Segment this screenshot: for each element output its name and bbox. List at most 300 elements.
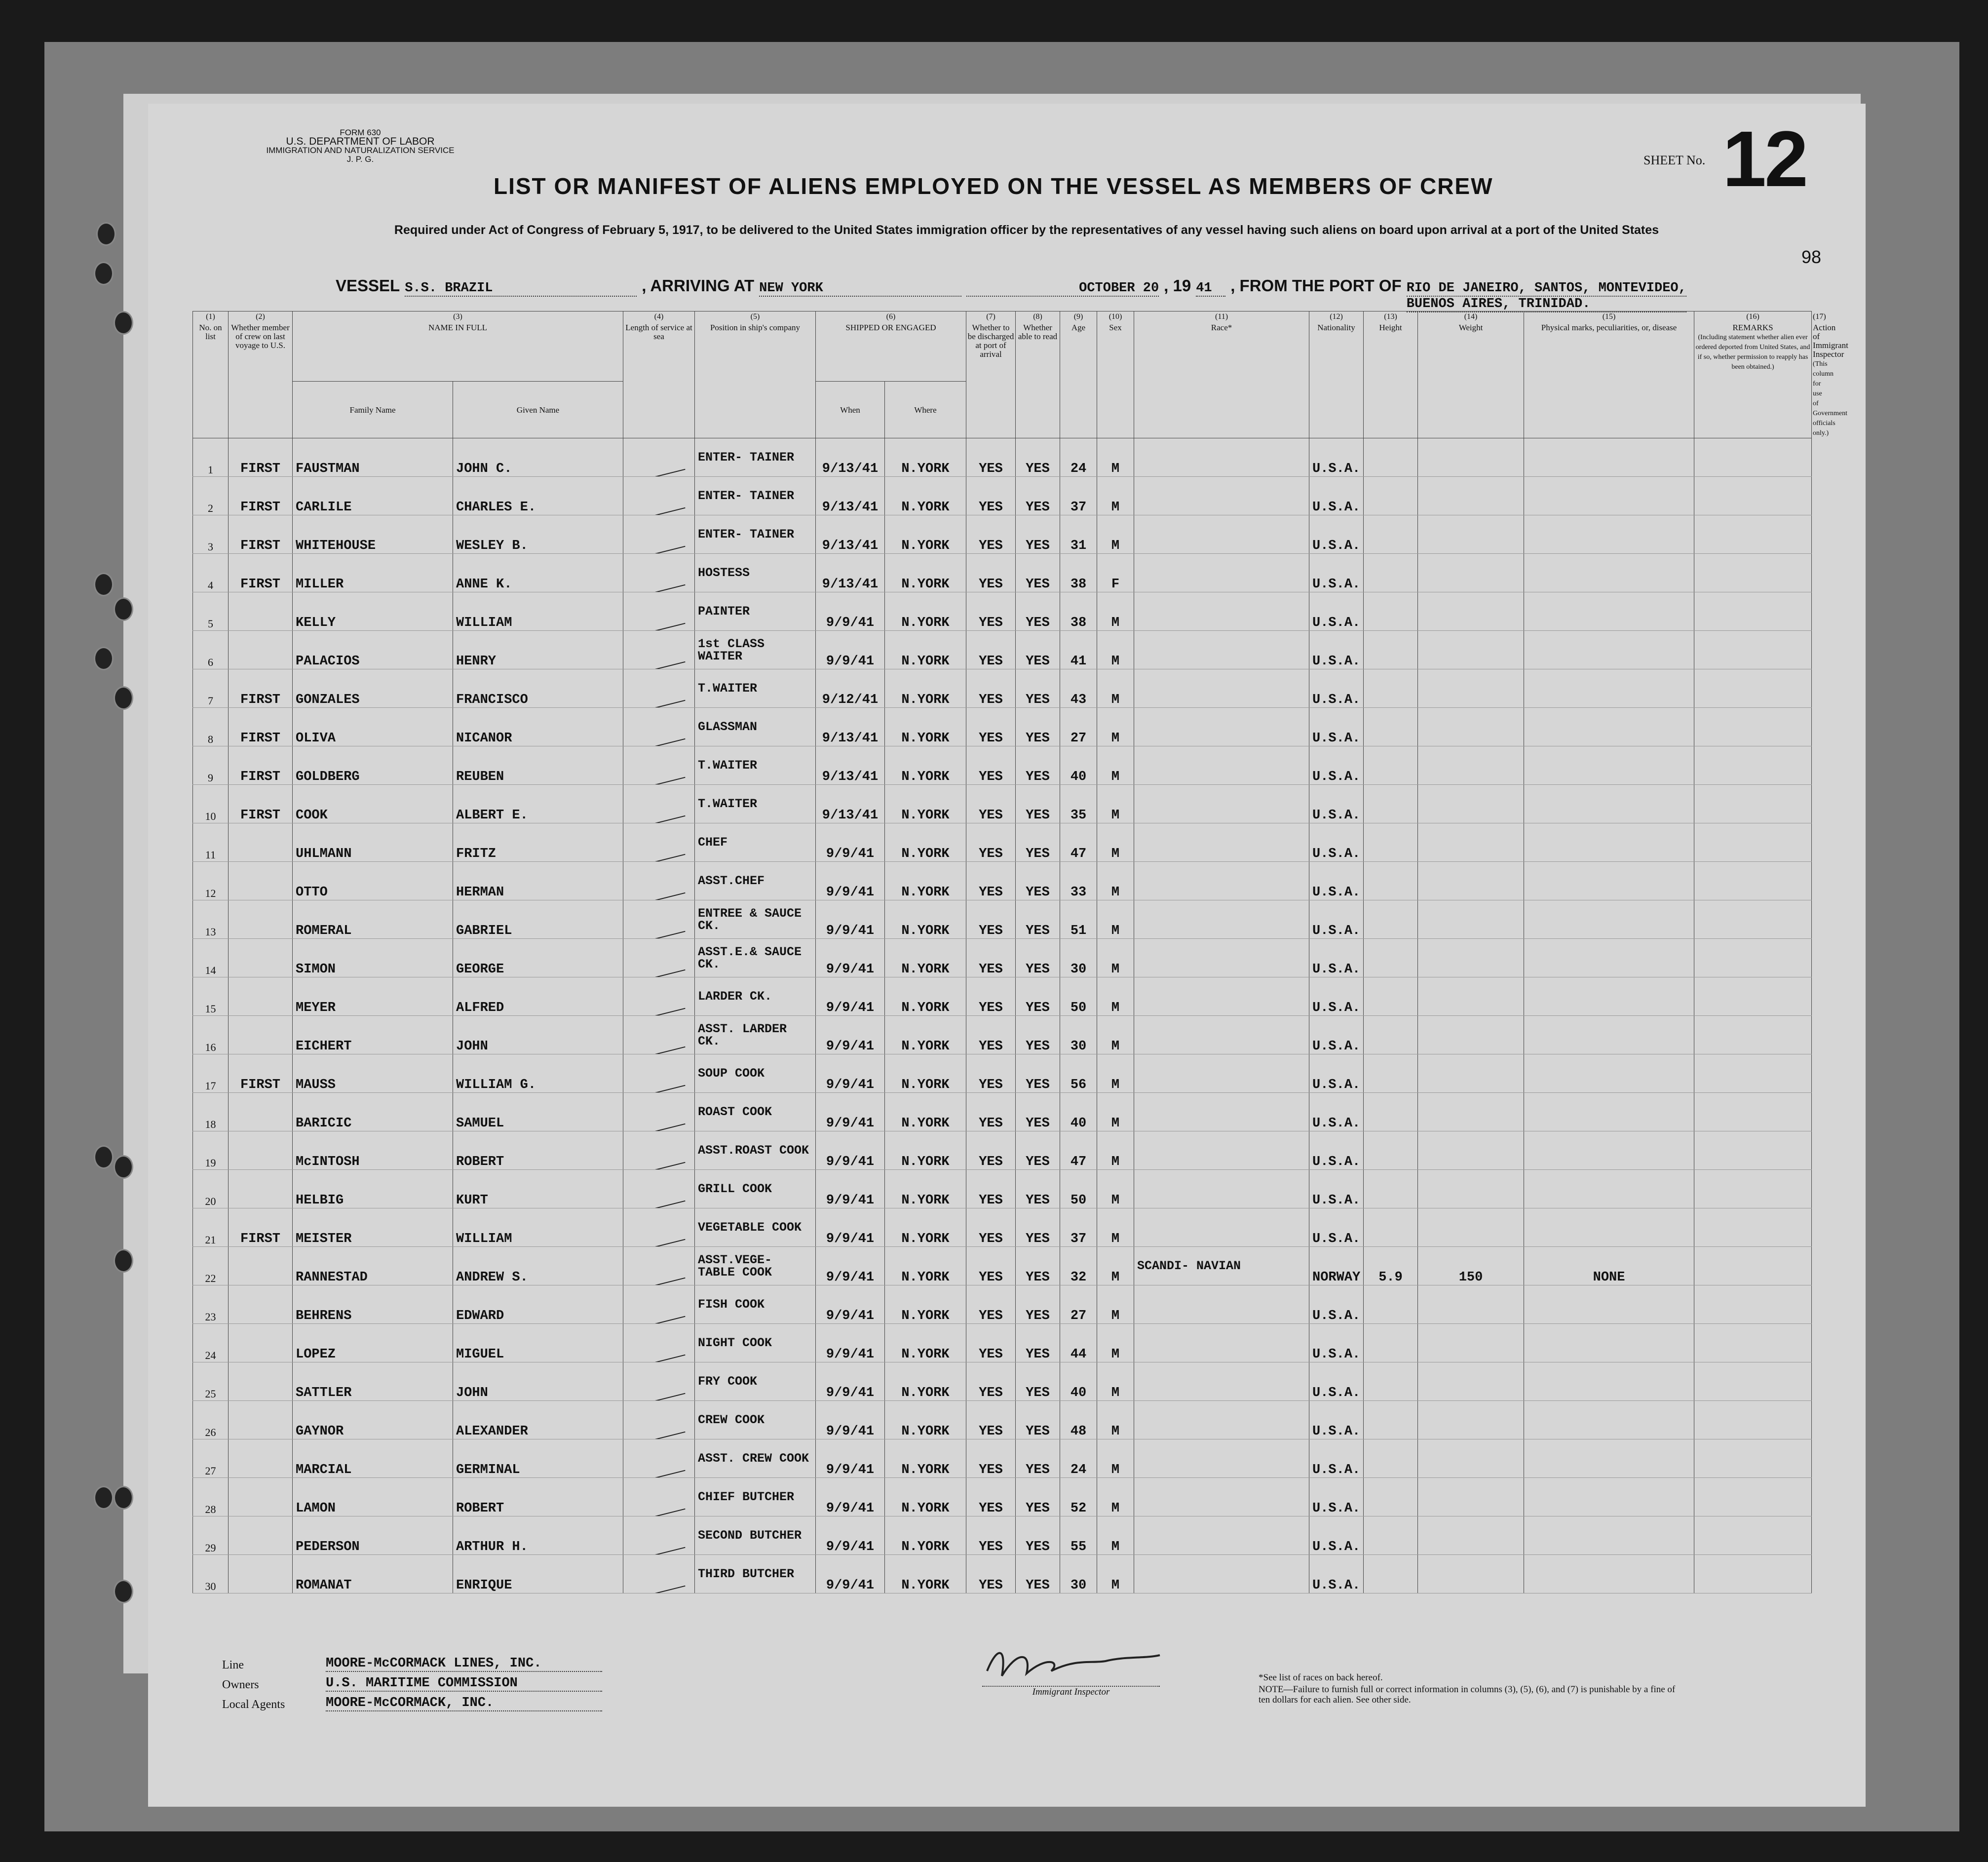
height-cell [1364,785,1418,823]
service-length-cell [623,592,695,631]
shipped-where-cell: N.YORK [885,477,966,515]
nationality-cell: U.S.A. [1309,823,1364,862]
family-name-cell: LOPEZ [293,1324,453,1362]
table-row [193,1516,1812,1555]
remarks-cell [1694,1208,1812,1247]
last-voyage-cell [229,1285,293,1324]
last-voyage-cell: FIRST [229,708,293,746]
sex-cell: M [1097,708,1134,746]
punch-hole [96,222,116,246]
weight-cell [1418,1016,1524,1054]
nationality-cell: U.S.A. [1309,554,1364,592]
able-to-read-cell: YES [1016,746,1060,785]
nationality-cell: U.S.A. [1309,1516,1364,1555]
ditto-dash [632,931,685,939]
age-cell: 38 [1060,592,1097,631]
physical-marks-cell [1524,1054,1694,1093]
table-row [193,1208,1812,1247]
last-voyage-cell [229,823,293,862]
given-name-cell: HERMAN [453,862,623,900]
position-cell: ASST. LARDER CK. [695,1016,816,1054]
fine-note: NOTE—Failure to furnish full or correct information in columns (3), (5), (6), and (7) is punishable by a fine of ten dollars for each alien. See other side. [1259,1684,1676,1705]
row-number-cell: 5 [193,592,229,631]
weight-cell [1418,1093,1524,1131]
page-subtitle: Required under Act of Congress of February 5, 1917, to be delivered to the United States immigration officer by the representatives of any vessel having such aliens on board upon arrival at a port of the United States [394,223,1659,237]
family-name-cell: SATTLER [293,1362,453,1401]
row-number-cell: 26 [193,1401,229,1439]
arriving-port: NEW YORK [759,281,961,297]
sex-cell: M [1097,1324,1134,1362]
last-voyage-cell [229,1478,293,1516]
shipped-where-cell: N.YORK [885,1054,966,1093]
row-number-cell: 10 [193,785,229,823]
weight-cell [1418,554,1524,592]
race-cell [1134,862,1309,900]
physical-marks-cell [1524,862,1694,900]
last-voyage-cell [229,1247,293,1285]
service-length-cell [623,862,695,900]
age-cell: 30 [1060,939,1097,977]
table-row [193,1478,1812,1516]
able-to-read-cell: YES [1016,1247,1060,1285]
age-cell: 27 [1060,708,1097,746]
age-cell: 37 [1060,477,1097,515]
position-cell: NIGHT COOK [695,1324,816,1362]
weight-cell [1418,708,1524,746]
manifest-sheet [148,104,1866,1807]
row-number-cell: 1 [193,438,229,477]
weight-cell [1418,515,1524,554]
shipped-where-cell: N.YORK [885,1478,966,1516]
table-row [193,1439,1812,1478]
discharged-cell: YES [966,1478,1016,1516]
table-row [193,1054,1812,1093]
last-voyage-cell [229,1401,293,1439]
sex-cell: M [1097,1131,1134,1170]
punch-hole [114,597,133,621]
ditto-dash [632,738,685,746]
remarks-cell [1694,669,1812,708]
weight-cell [1418,1285,1524,1324]
discharged-cell: YES [966,1362,1016,1401]
able-to-read-cell: YES [1016,862,1060,900]
weight-cell [1418,900,1524,939]
age-cell: 27 [1060,1285,1097,1324]
remarks-cell [1694,823,1812,862]
race-cell [1134,900,1309,939]
sex-cell: M [1097,1170,1134,1208]
table-row [193,1362,1812,1401]
race-cell [1134,746,1309,785]
able-to-read-cell: YES [1016,1208,1060,1247]
height-cell [1364,862,1418,900]
height-cell [1364,1478,1418,1516]
punch-hole [114,311,133,335]
remarks-cell [1694,592,1812,631]
sex-cell: M [1097,1401,1134,1439]
col-header-position: Position in ship's company [710,323,801,332]
shipped-when-cell: 9/9/41 [816,1247,885,1285]
family-name-cell: GOLDBERG [293,746,453,785]
sex-cell: M [1097,823,1134,862]
table-row [193,1016,1812,1054]
arriving-label: , ARRIVING AT [642,276,755,295]
ditto-dash [632,1278,685,1285]
sex-cell: M [1097,1516,1134,1555]
able-to-read-cell: YES [1016,823,1060,862]
ditto-dash [632,1432,685,1439]
arrival-year: 41 [1196,281,1225,297]
col-header-last-voyage: Whether member of crew on last voyage to U.S. [231,323,290,350]
physical-marks-cell [1524,1093,1694,1131]
nationality-cell: U.S.A. [1309,939,1364,977]
race-cell [1134,977,1309,1016]
remarks-cell [1694,746,1812,785]
service-length-cell [623,823,695,862]
discharged-cell: YES [966,477,1016,515]
given-name-cell: SAMUEL [453,1093,623,1131]
punch-hole [94,262,114,285]
row-number-cell: 4 [193,554,229,592]
sex-cell: M [1097,785,1134,823]
remarks-cell [1694,900,1812,939]
race-cell [1134,1016,1309,1054]
race-cell [1134,1131,1309,1170]
position-cell: HOSTESS [695,554,816,592]
service-length-cell [623,1516,695,1555]
col-header-no: No. on list [199,323,222,341]
nationality-cell: U.S.A. [1309,1093,1364,1131]
table-row [193,438,1812,477]
sex-cell: M [1097,1362,1134,1401]
family-name-cell: KELLY [293,592,453,631]
ditto-dash [632,854,685,862]
given-name-cell: FRANCISCO [453,669,623,708]
discharged-cell: YES [966,823,1016,862]
shipped-where-cell: N.YORK [885,1362,966,1401]
shipped-when-cell: 9/9/41 [816,823,885,862]
race-cell [1134,1401,1309,1439]
remarks-cell [1694,1516,1812,1555]
col-num: (14) [1464,312,1478,321]
col-header-height: Height [1379,323,1402,332]
service-length-cell [623,1016,695,1054]
col-num: (1) [206,312,215,321]
able-to-read-cell: YES [1016,1478,1060,1516]
family-name-cell: OLIVA [293,708,453,746]
shipped-where-cell: N.YORK [885,1093,966,1131]
given-name-cell: HENRY [453,631,623,669]
service-length-cell [623,477,695,515]
race-cell [1134,1093,1309,1131]
shipped-where-cell: N.YORK [885,862,966,900]
given-name-cell: KURT [453,1170,623,1208]
ditto-dash [632,1393,685,1401]
family-name-cell: GONZALES [293,669,453,708]
discharged-cell: YES [966,939,1016,977]
shipped-when-cell: 9/9/41 [816,1478,885,1516]
col-num: (12) [1330,312,1343,321]
table-row [193,1401,1812,1439]
remarks-cell [1694,1324,1812,1362]
punch-hole [114,1249,133,1273]
col-header-discharged: Whether to be discharged at port of arrival [967,323,1014,359]
col-header-remarks: REMARKS [1732,323,1773,332]
sex-cell: M [1097,1478,1134,1516]
physical-marks-cell [1524,900,1694,939]
ditto-dash [632,1085,685,1093]
age-cell: 52 [1060,1478,1097,1516]
remarks-cell [1694,1439,1812,1478]
shipped-where-cell: N.YORK [885,592,966,631]
sex-cell: M [1097,1285,1134,1324]
shipped-where-cell: N.YORK [885,939,966,977]
last-voyage-cell [229,1170,293,1208]
discharged-cell: YES [966,592,1016,631]
given-name-cell: ALBERT E. [453,785,623,823]
family-name-cell: GAYNOR [293,1401,453,1439]
row-number-cell: 17 [193,1054,229,1093]
remarks-cell [1694,438,1812,477]
position-cell: VEGETABLE COOK [695,1208,816,1247]
nationality-cell: U.S.A. [1309,900,1364,939]
nationality-cell: U.S.A. [1309,631,1364,669]
discharged-cell: YES [966,1093,1016,1131]
position-cell: FRY COOK [695,1362,816,1401]
shipped-where-cell: N.YORK [885,785,966,823]
shipped-where-cell: N.YORK [885,438,966,477]
remarks-cell [1694,1478,1812,1516]
race-cell [1134,1439,1309,1478]
table-row [193,592,1812,631]
row-number-cell: 27 [193,1439,229,1478]
height-cell [1364,1093,1418,1131]
weight-cell [1418,1401,1524,1439]
physical-marks-cell [1524,1401,1694,1439]
col-num: (3) [453,312,462,321]
line-value: MOORE-McCORMACK LINES, INC. [326,1656,602,1672]
physical-marks-cell [1524,1208,1694,1247]
table-row [193,1170,1812,1208]
position-cell: ASST.CHEF [695,862,816,900]
family-name-cell: FAUSTMAN [293,438,453,477]
shipped-where-cell: N.YORK [885,669,966,708]
shipped-when-cell: 9/13/41 [816,438,885,477]
shipped-when-cell: 9/9/41 [816,1208,885,1247]
from-port-label: , FROM THE PORT OF [1230,276,1402,295]
col-num: (10) [1109,312,1122,321]
nationality-cell: U.S.A. [1309,477,1364,515]
discharged-cell: YES [966,1170,1016,1208]
table-row [193,1285,1812,1324]
discharged-cell: YES [966,862,1016,900]
remarks-cell [1694,939,1812,977]
shipped-when-cell: 9/9/41 [816,900,885,939]
row-number-cell: 12 [193,862,229,900]
row-number-cell: 21 [193,1208,229,1247]
nationality-cell: U.S.A. [1309,1170,1364,1208]
shipped-when-cell: 9/13/41 [816,746,885,785]
weight-cell [1418,1516,1524,1555]
discharged-cell: YES [966,515,1016,554]
race-cell [1134,631,1309,669]
table-row [193,746,1812,785]
owners-label: Owners [222,1678,259,1691]
remarks-cell [1694,977,1812,1016]
physical-marks-cell [1524,785,1694,823]
physical-marks-cell [1524,515,1694,554]
weight-cell [1418,477,1524,515]
physical-marks-cell [1524,1285,1694,1324]
family-name-cell: MARCIAL [293,1439,453,1478]
row-number-cell: 8 [193,708,229,746]
punch-hole [94,1486,114,1510]
able-to-read-cell: YES [1016,477,1060,515]
weight-cell [1418,1324,1524,1362]
able-to-read-cell: YES [1016,900,1060,939]
table-row [193,554,1812,592]
weight-cell [1418,939,1524,977]
inspector-label: Immigrant Inspector [982,1686,1160,1698]
col-header-family-name: Family Name [349,405,396,415]
height-cell [1364,1170,1418,1208]
ditto-dash [632,892,685,900]
sex-cell: M [1097,477,1134,515]
height-cell [1364,1208,1418,1247]
ditto-dash [632,700,685,708]
remarks-cell [1694,1285,1812,1324]
last-voyage-cell [229,939,293,977]
service-length-cell [623,900,695,939]
physical-marks-cell [1524,438,1694,477]
able-to-read-cell: YES [1016,1093,1060,1131]
height-cell [1364,900,1418,939]
sex-cell: M [1097,900,1134,939]
service-length-cell [623,1555,695,1593]
service-length-cell [623,1324,695,1362]
row-number-cell: 23 [193,1285,229,1324]
height-cell [1364,1439,1418,1478]
last-voyage-cell: FIRST [229,1054,293,1093]
able-to-read-cell: YES [1016,1439,1060,1478]
punch-hole [114,686,133,710]
race-cell [1134,1170,1309,1208]
service-length-cell [623,1170,695,1208]
race-cell [1134,669,1309,708]
shipped-where-cell: N.YORK [885,1324,966,1362]
ditto-dash [632,507,685,515]
age-cell: 41 [1060,631,1097,669]
discharged-cell: YES [966,977,1016,1016]
given-name-cell: REUBEN [453,746,623,785]
race-cell [1134,438,1309,477]
discharged-cell: YES [966,900,1016,939]
given-name-cell: EDWARD [453,1285,623,1324]
last-voyage-cell [229,1093,293,1131]
sex-cell: M [1097,862,1134,900]
row-number-cell: 24 [193,1324,229,1362]
family-name-cell: ROMANAT [293,1555,453,1593]
able-to-read-cell: YES [1016,515,1060,554]
age-cell: 24 [1060,1439,1097,1478]
given-name-cell: JOHN [453,1362,623,1401]
height-cell [1364,477,1418,515]
position-cell: SECOND BUTCHER [695,1516,816,1555]
nationality-cell: U.S.A. [1309,1324,1364,1362]
age-cell: 51 [1060,900,1097,939]
last-voyage-cell [229,1131,293,1170]
sex-cell: F [1097,554,1134,592]
ditto-dash [632,1201,685,1208]
family-name-cell: MILLER [293,554,453,592]
given-name-cell: ANDREW S. [453,1247,623,1285]
discharged-cell: YES [966,1016,1016,1054]
able-to-read-cell: YES [1016,1362,1060,1401]
service-length-cell [623,785,695,823]
table-row [193,900,1812,939]
col-header-name: NAME IN FULL [428,323,487,332]
family-name-cell: COOK [293,785,453,823]
weight-cell [1418,438,1524,477]
discharged-cell: YES [966,1247,1016,1285]
ditto-dash [632,661,685,669]
shipped-when-cell: 9/9/41 [816,1285,885,1324]
shipped-where-cell: N.YORK [885,746,966,785]
height-cell [1364,1131,1418,1170]
race-cell [1134,708,1309,746]
race-cell [1134,1324,1309,1362]
position-cell: CHIEF BUTCHER [695,1478,816,1516]
row-number-cell: 19 [193,1131,229,1170]
discharged-cell: YES [966,554,1016,592]
physical-marks-cell [1524,592,1694,631]
shipped-when-cell: 9/9/41 [816,1362,885,1401]
age-cell: 47 [1060,1131,1097,1170]
shipped-where-cell: N.YORK [885,1401,966,1439]
service-length-cell [623,554,695,592]
row-number-cell: 7 [193,669,229,708]
position-cell: ASST.ROAST COOK [695,1131,816,1170]
stamp-number: 98 [1801,247,1822,267]
voyage-line [336,276,1686,312]
physical-marks-cell [1524,1555,1694,1593]
weight-cell [1418,631,1524,669]
remarks-cell [1694,515,1812,554]
height-cell [1364,438,1418,477]
col-header-where: Where [914,405,937,415]
last-voyage-cell [229,1555,293,1593]
race-cell [1134,823,1309,862]
shipped-when-cell: 9/9/41 [816,1516,885,1555]
family-name-cell: MEYER [293,977,453,1016]
weight-cell [1418,1131,1524,1170]
position-cell: ENTER- TAINER [695,515,816,554]
row-number-cell: 25 [193,1362,229,1401]
shipped-when-cell: 9/12/41 [816,669,885,708]
age-cell: 24 [1060,438,1097,477]
row-number-cell: 22 [193,1247,229,1285]
service-length-cell [623,1054,695,1093]
table-row [193,1555,1812,1593]
race-cell [1134,1555,1309,1593]
position-cell: GLASSMAN [695,708,816,746]
last-voyage-cell: FIRST [229,438,293,477]
able-to-read-cell: YES [1016,939,1060,977]
discharged-cell: YES [966,1516,1016,1555]
given-name-cell: CHARLES E. [453,477,623,515]
family-name-cell: BEHRENS [293,1285,453,1324]
family-name-cell: EICHERT [293,1016,453,1054]
